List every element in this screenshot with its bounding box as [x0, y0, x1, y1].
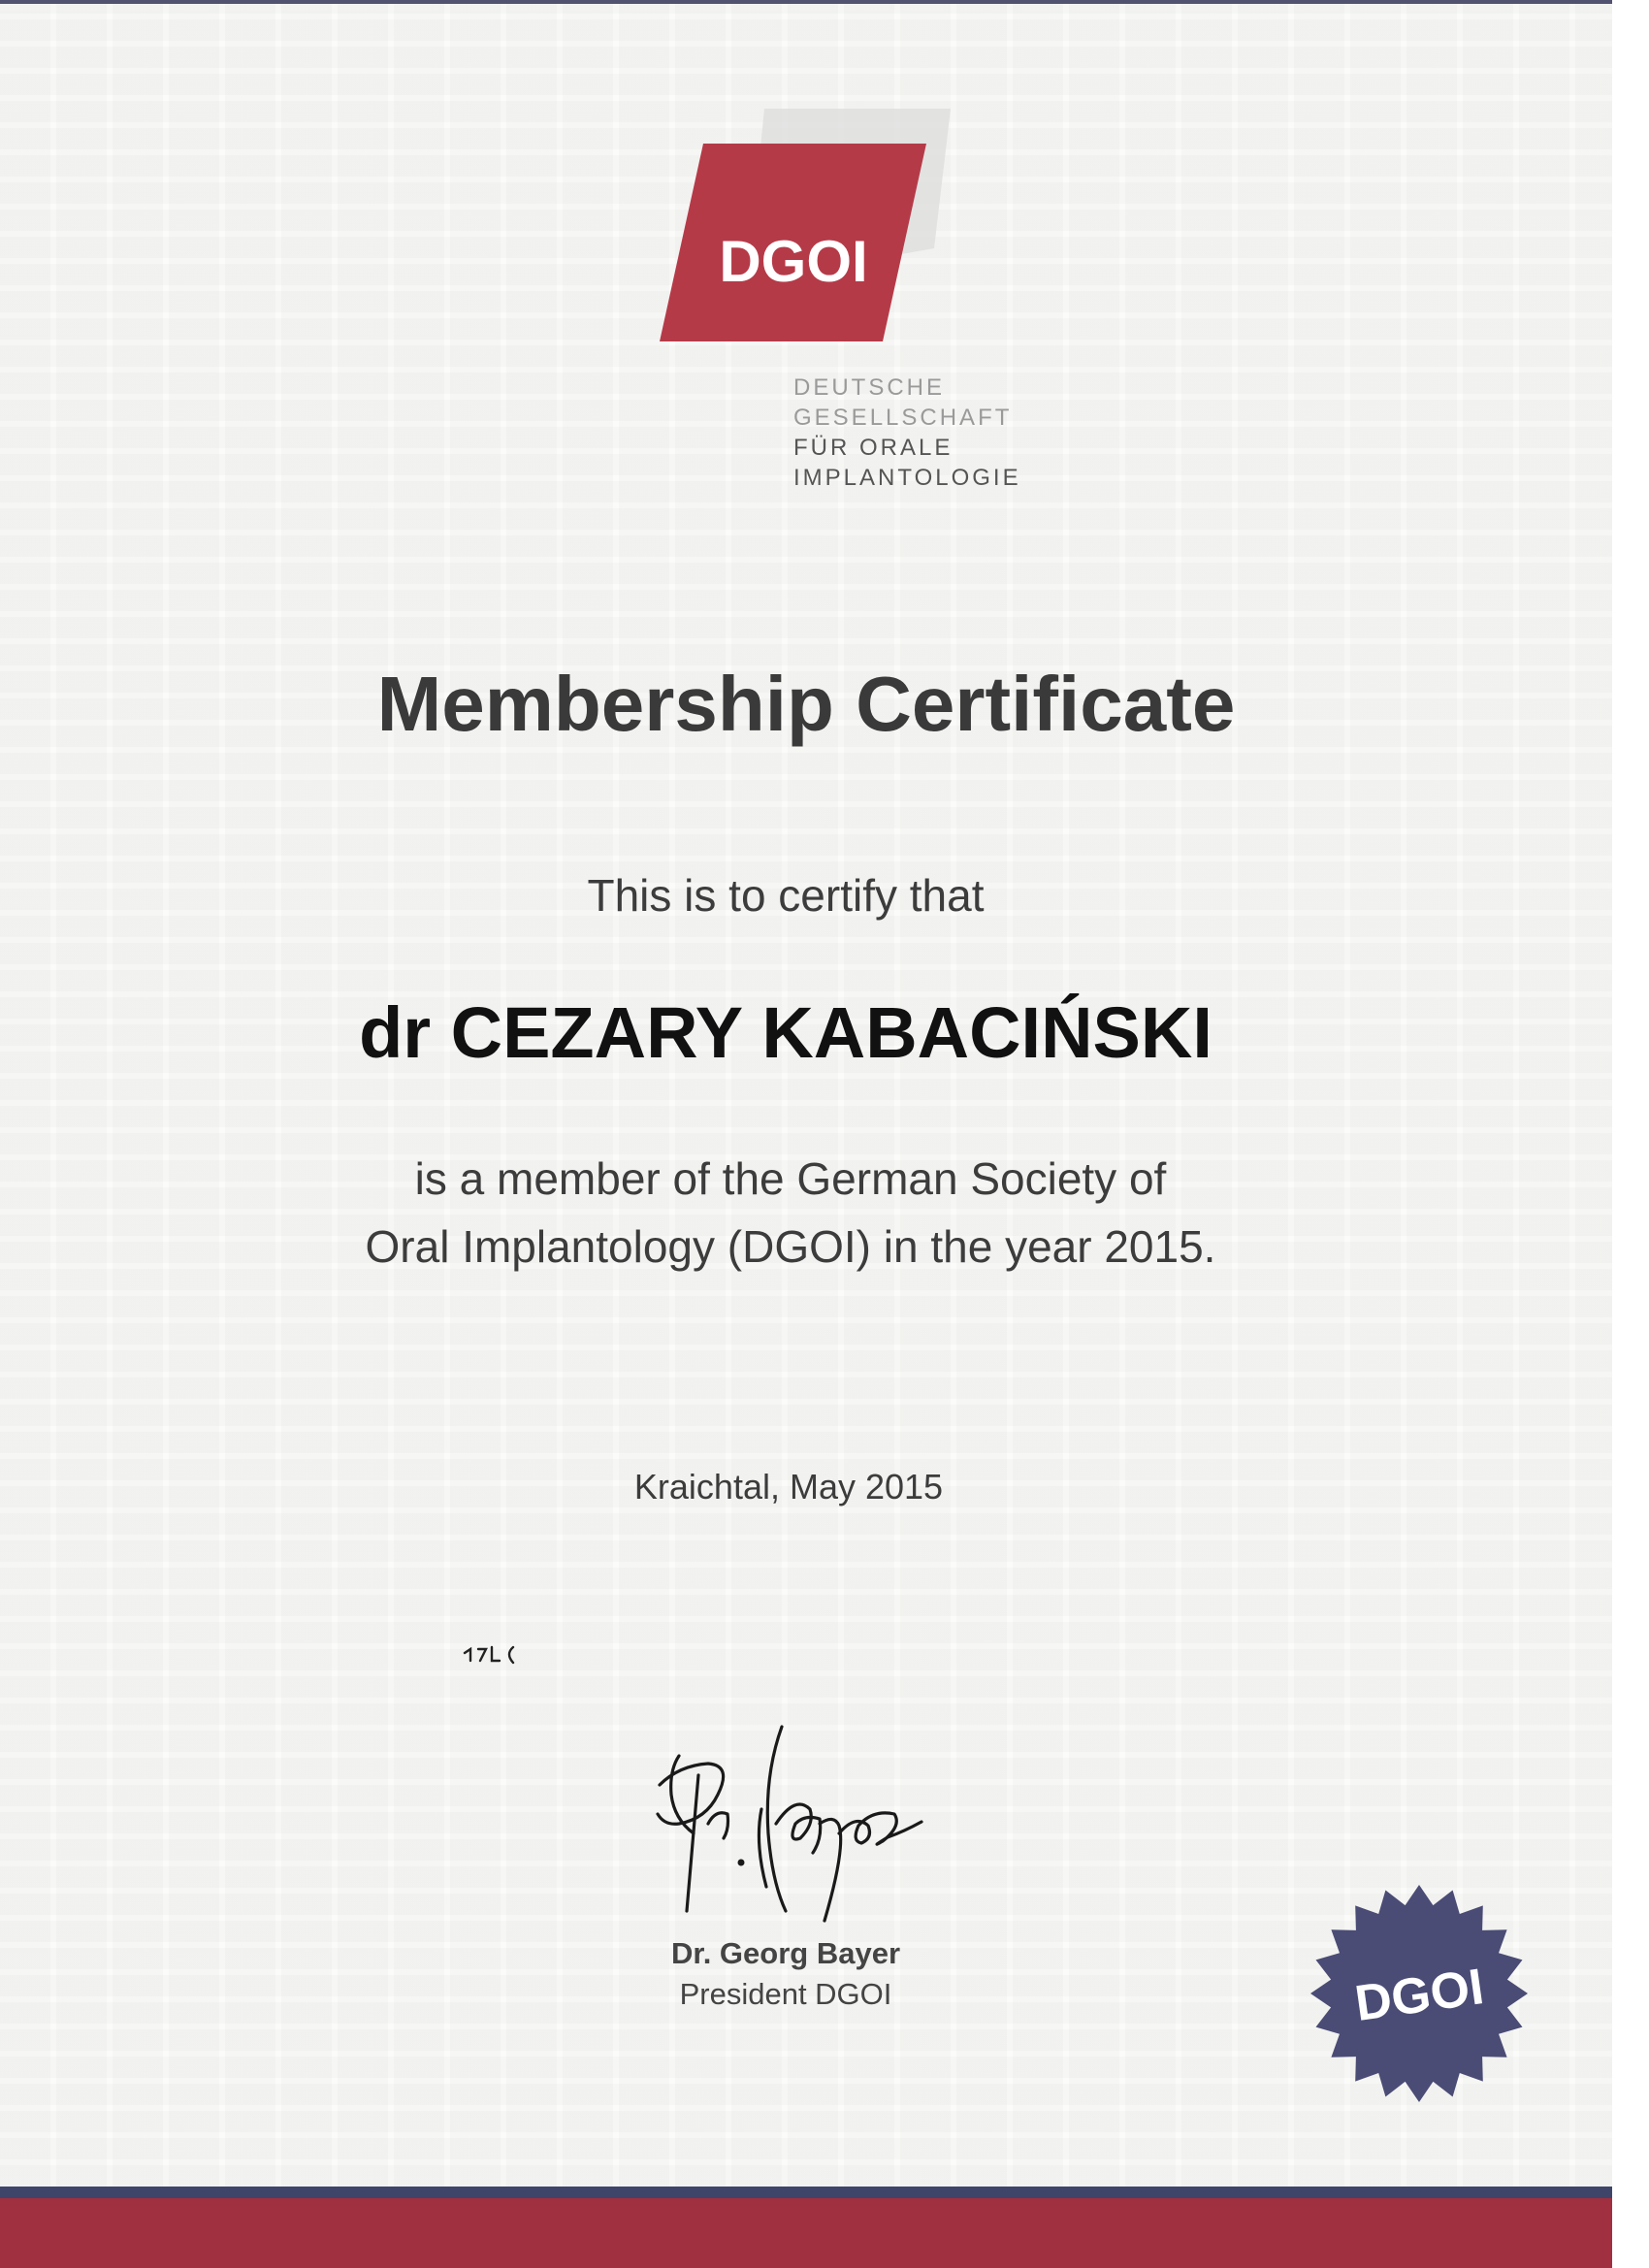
dgoi-logo-icon: [660, 109, 951, 380]
logo-subtitle-line-1: DEUTSCHE: [793, 374, 946, 401]
footer-band: [0, 2187, 1612, 2268]
logo-subtitle: [793, 373, 1084, 493]
place-and-date: Kraichtal, May 2015: [633, 1467, 944, 1507]
signature-icon: [640, 1717, 951, 1930]
signer-role: President DGOI: [679, 1977, 892, 2011]
dgoi-seal-icon: [1308, 1882, 1531, 2105]
logo-subtitle-line-4: IMPLANTOLOGIE: [793, 465, 1021, 491]
logo-mark-text: DGOI: [719, 229, 868, 294]
recipient-name: dr CEZARY KABACIŃSKI: [359, 992, 1212, 1073]
top-border-line: [0, 0, 1612, 4]
membership-statement-line-1: is a member of the German Society of: [414, 1153, 1167, 1204]
membership-statement: [0, 1145, 1581, 1280]
footer-red-stripe: [0, 2198, 1612, 2268]
handwritten-note-icon: [461, 1639, 548, 1669]
membership-statement-line-2: Oral Implantology (DGOI) in the year 2015.: [365, 1221, 1216, 1272]
certificate-title: Membership Certificate: [376, 661, 1236, 747]
scan-edge: [1612, 0, 1649, 2268]
signer-name: Dr. Georg Bayer: [670, 1936, 901, 1970]
logo-subtitle-line-2: GESELLSCHAFT: [793, 405, 1013, 431]
logo-subtitle-line-3: FÜR ORALE: [793, 435, 954, 461]
footer-blue-stripe: [0, 2187, 1612, 2198]
seal-label: DGOI: [1351, 1959, 1488, 2032]
certify-line: This is to certify that: [587, 870, 985, 921]
